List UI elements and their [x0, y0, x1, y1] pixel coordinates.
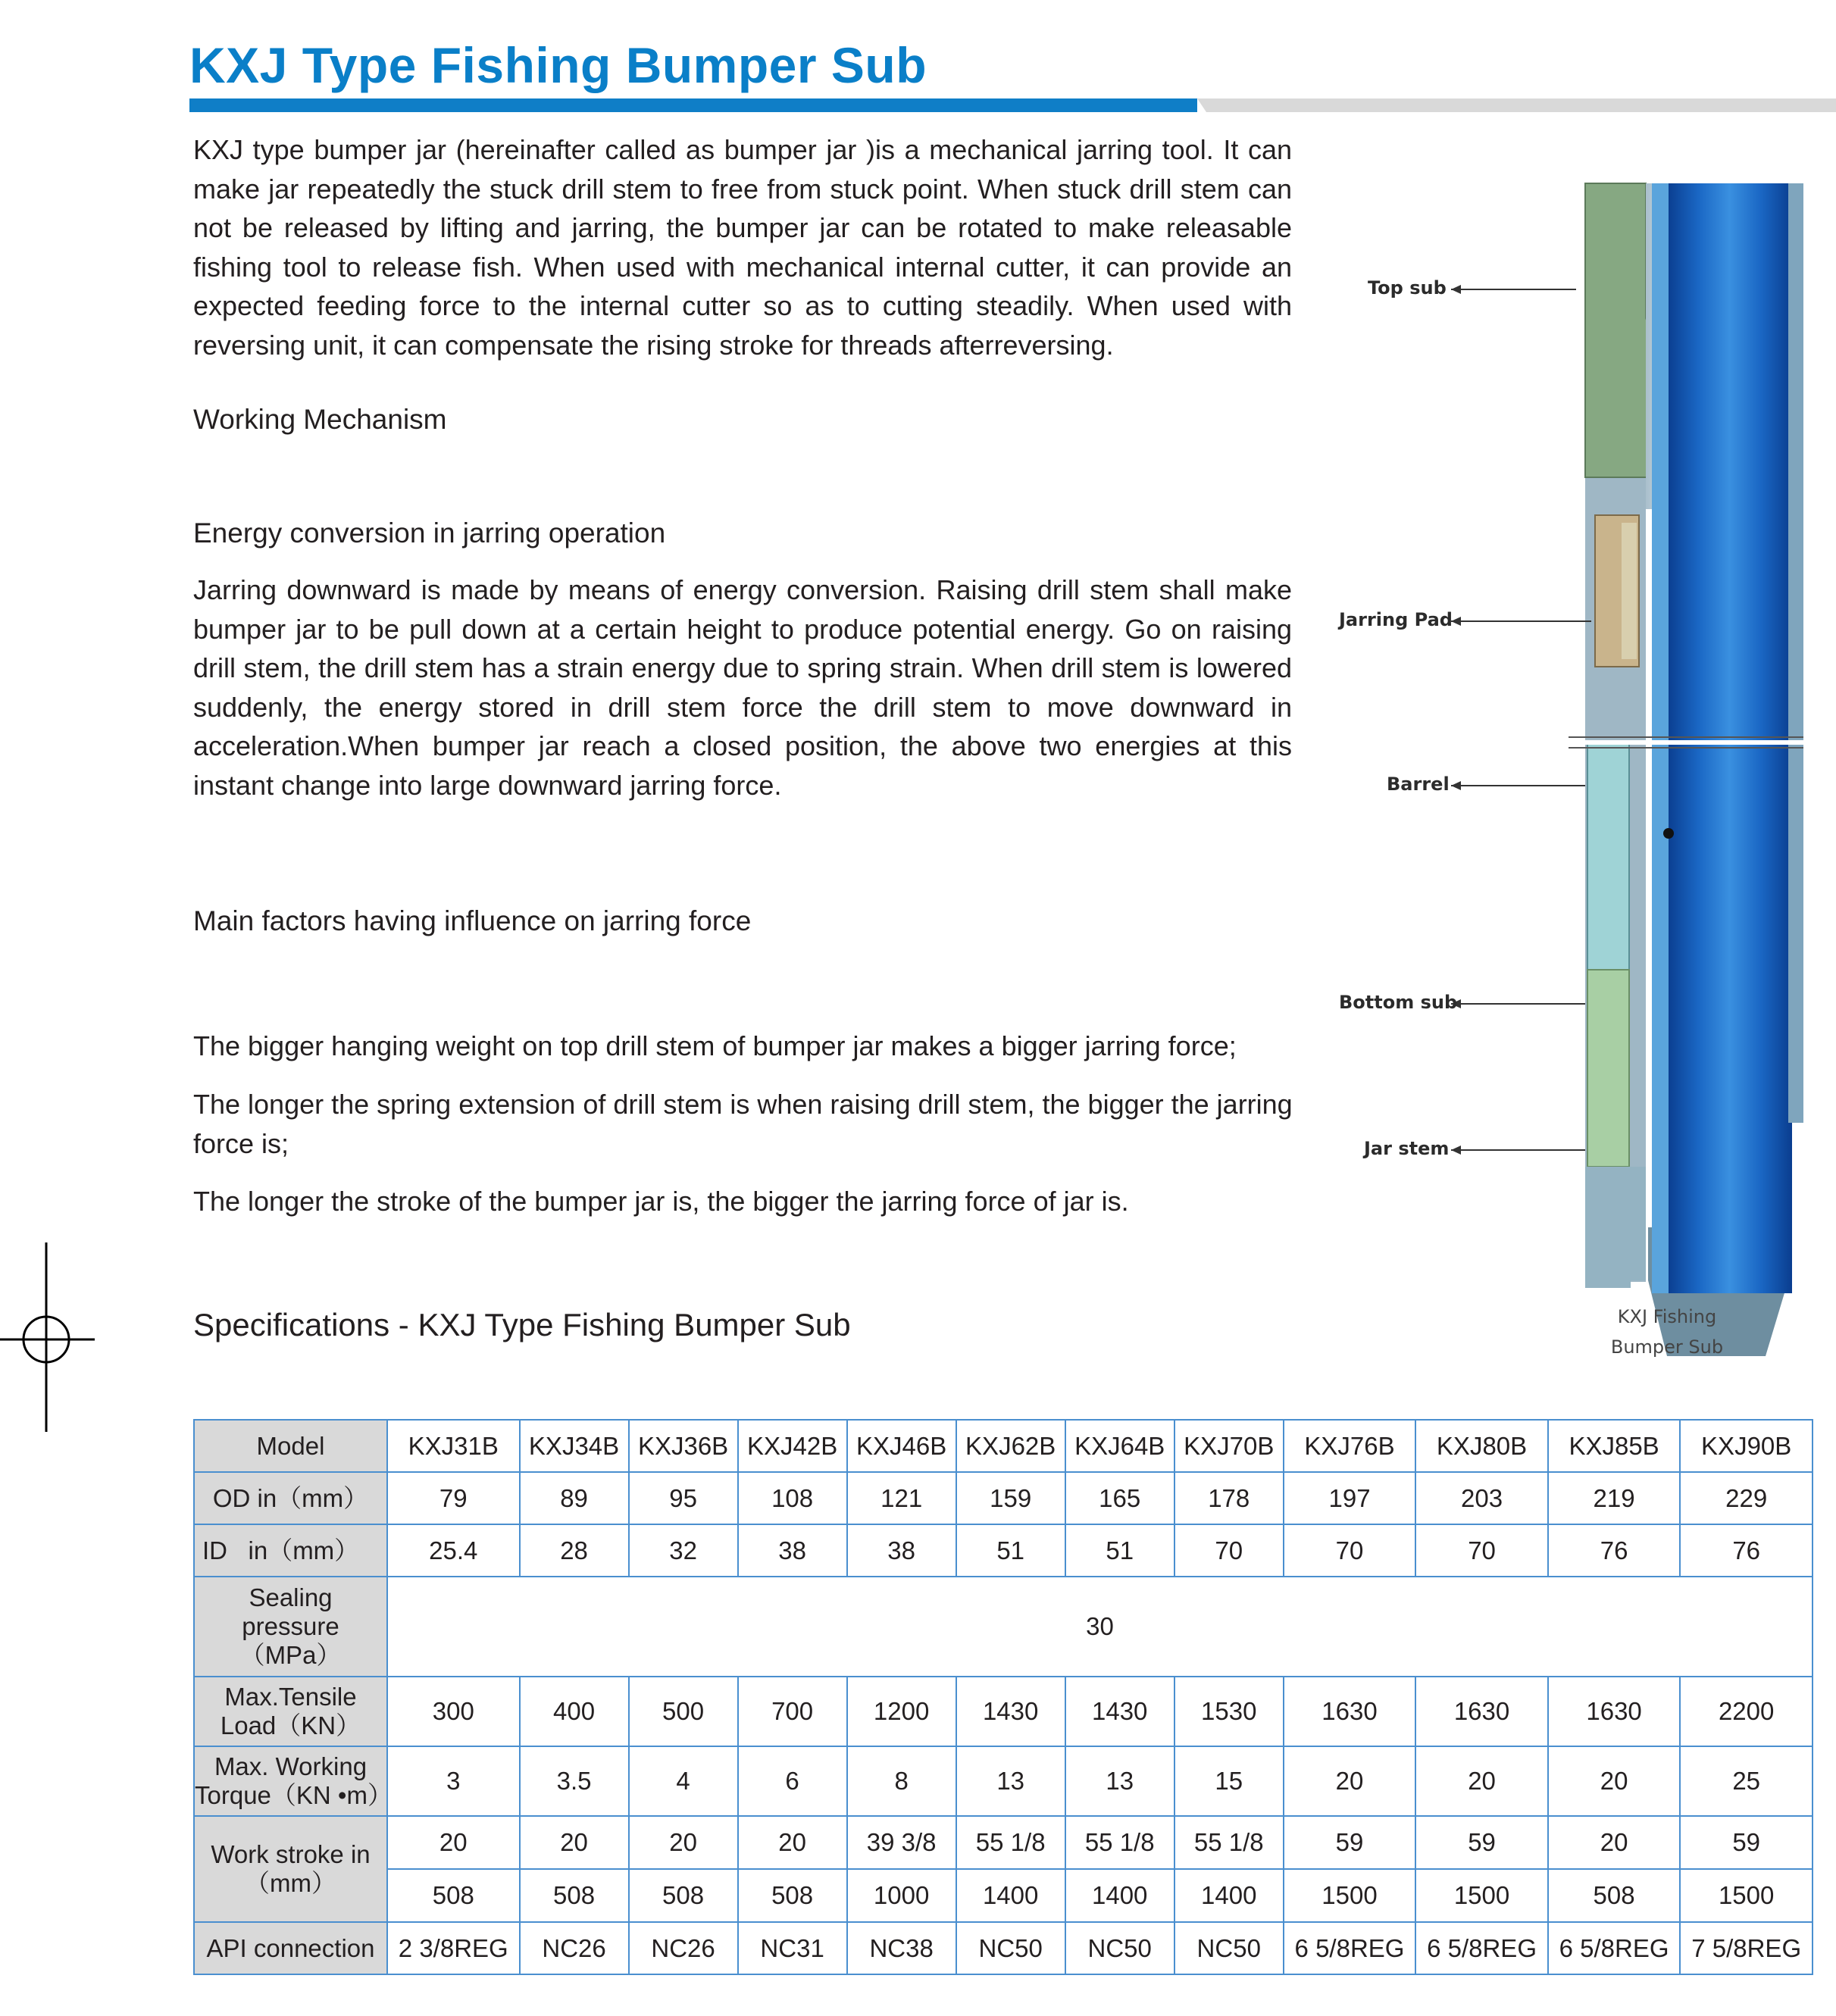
cell: 6	[738, 1746, 847, 1816]
label-line: Load（KN）	[220, 1711, 361, 1739]
factor-item: The bigger hanging weight on top drill stem of bumper jar makes a bigger jarring force;	[193, 1030, 1237, 1061]
cell: 108	[738, 1472, 847, 1524]
cell: 2 3/8REG	[387, 1922, 520, 1974]
cell: NC26	[520, 1922, 629, 1974]
cell: 28	[520, 1524, 629, 1577]
cell: KXJ34B	[520, 1420, 629, 1472]
cell: 1630	[1415, 1677, 1548, 1746]
cell: 51	[956, 1524, 1065, 1577]
cell: 1630	[1284, 1677, 1416, 1746]
caption-line: KXJ Fishing	[1617, 1306, 1717, 1327]
cell: 1500	[1680, 1869, 1813, 1922]
cell: 13	[1065, 1746, 1174, 1816]
cell: 20	[1284, 1746, 1416, 1816]
cell: 3.5	[520, 1746, 629, 1816]
row-stroke-in	[194, 1816, 1813, 1869]
figure-caption	[1591, 1302, 1743, 1362]
row-stroke-mm	[194, 1869, 1813, 1922]
cell: 1530	[1174, 1677, 1284, 1746]
cell: KXJ36B	[629, 1420, 738, 1472]
factors-heading: Main factors having influence on jarring force	[193, 905, 752, 936]
cell: 159	[956, 1472, 1065, 1524]
cell: 55 1/8	[1065, 1816, 1174, 1869]
spec-table	[193, 1419, 1813, 1975]
cell: 95	[629, 1472, 738, 1524]
cell: 79	[387, 1472, 520, 1524]
cell: 700	[738, 1677, 847, 1746]
cell: 51	[1065, 1524, 1174, 1577]
cell: KXJ31B	[387, 1420, 520, 1472]
cell: 1400	[956, 1869, 1065, 1922]
cell: 2200	[1680, 1677, 1813, 1746]
cell: 229	[1680, 1472, 1813, 1524]
row-label: OD in（mm）	[194, 1472, 387, 1524]
label-line: Work stroke in	[211, 1840, 371, 1868]
row-od	[194, 1472, 1813, 1524]
cell: 59	[1415, 1816, 1548, 1869]
bumper-sub-diagram	[1318, 167, 1836, 1379]
cell: 1400	[1065, 1869, 1174, 1922]
cell: 20	[629, 1816, 738, 1869]
title-underline-grey	[1197, 98, 1836, 112]
cell: 508	[520, 1869, 629, 1922]
cell: 20	[387, 1816, 520, 1869]
cell: 197	[1284, 1472, 1416, 1524]
cell: 1400	[1174, 1869, 1284, 1922]
label-jarring-pad: Jarring Pad	[1339, 609, 1453, 630]
cell: NC38	[847, 1922, 956, 1974]
row-label: Model	[194, 1420, 387, 1472]
label-bottom-sub: Bottom sub	[1339, 992, 1458, 1013]
row-sealing	[194, 1577, 1813, 1677]
cell: 20	[1548, 1816, 1681, 1869]
cell: 89	[520, 1472, 629, 1524]
cell: 1200	[847, 1677, 956, 1746]
title-underline-blue	[189, 98, 1197, 112]
cell: 70	[1174, 1524, 1284, 1577]
cell: 203	[1415, 1472, 1548, 1524]
row-model	[194, 1420, 1813, 1472]
cell: 6 5/8REG	[1415, 1922, 1548, 1974]
cell: 1000	[847, 1869, 956, 1922]
cell: 508	[629, 1869, 738, 1922]
label-line: （MPa）	[239, 1641, 342, 1669]
cell: 20	[520, 1816, 629, 1869]
label-line: （mm）	[245, 1869, 336, 1897]
cell: 1500	[1284, 1869, 1416, 1922]
cell: KXJ76B	[1284, 1420, 1416, 1472]
cell: 500	[629, 1677, 738, 1746]
row-label	[194, 1677, 387, 1746]
cell: KXJ85B	[1548, 1420, 1681, 1472]
label-line: Max. Working	[214, 1752, 368, 1780]
cell: 20	[1548, 1746, 1681, 1816]
cell: 76	[1680, 1524, 1813, 1577]
row-label	[194, 1816, 387, 1922]
cell: NC50	[1065, 1922, 1174, 1974]
cell: KXJ46B	[847, 1420, 956, 1472]
cell: 6 5/8REG	[1284, 1922, 1416, 1974]
cell: 70	[1284, 1524, 1416, 1577]
label-line: Sealing	[249, 1583, 333, 1611]
crosshair-mark-icon	[0, 1242, 99, 1439]
cell: 3	[387, 1746, 520, 1816]
row-label	[194, 1577, 387, 1677]
factor-item: The longer the spring extension of drill stem is when raising drill stem, the bigger the jarring force is;	[193, 1089, 1293, 1159]
cell: 508	[738, 1869, 847, 1922]
row-label: API connection	[194, 1922, 387, 1974]
cell: 13	[956, 1746, 1065, 1816]
cell: 25.4	[387, 1524, 520, 1577]
cell: NC50	[956, 1922, 1065, 1974]
cell: NC31	[738, 1922, 847, 1974]
cell: 7 5/8REG	[1680, 1922, 1813, 1974]
cell: 1430	[1065, 1677, 1174, 1746]
cell: 59	[1284, 1816, 1416, 1869]
label-jar-stem: Jar stem	[1364, 1138, 1450, 1159]
label-line: Max.Tensile	[224, 1683, 357, 1711]
cell: 55 1/8	[956, 1816, 1065, 1869]
cell: 8	[847, 1746, 956, 1816]
row-torque	[194, 1746, 1813, 1816]
label-barrel: Barrel	[1387, 774, 1450, 795]
cell: 38	[738, 1524, 847, 1577]
cell: 25	[1680, 1746, 1813, 1816]
page-title: KXJ Type Fishing Bumper Sub	[189, 37, 927, 93]
row-label: ID in（mm）	[194, 1524, 387, 1577]
cell: KXJ64B	[1065, 1420, 1174, 1472]
cell: 32	[629, 1524, 738, 1577]
row-label	[194, 1746, 393, 1816]
cell: 15	[1174, 1746, 1284, 1816]
cell: 178	[1174, 1472, 1284, 1524]
caption-line: Bumper Sub	[1610, 1336, 1724, 1358]
cell: 76	[1548, 1524, 1681, 1577]
cell: 20	[1415, 1746, 1548, 1816]
cell: KXJ70B	[1174, 1420, 1284, 1472]
factor-item: The longer the stroke of the bumper jar is, the bigger the jarring force of jar is.	[193, 1186, 1129, 1217]
cell: 300	[387, 1677, 520, 1746]
cell: NC26	[629, 1922, 738, 1974]
cell: 20	[738, 1816, 847, 1869]
cell: KXJ80B	[1415, 1420, 1548, 1472]
cell: 59	[1680, 1816, 1813, 1869]
cell: 4	[629, 1746, 738, 1816]
cell: 39 3/8	[847, 1816, 956, 1869]
row-tensile	[194, 1677, 1813, 1746]
row-id	[194, 1524, 1813, 1577]
label-line: Torque（KN •m）	[195, 1781, 393, 1809]
cell: 55 1/8	[1174, 1816, 1284, 1869]
row-api	[194, 1922, 1813, 1974]
cell: 1430	[956, 1677, 1065, 1746]
cell: KXJ42B	[738, 1420, 847, 1472]
cell: NC50	[1174, 1922, 1284, 1974]
bumper-sub-drawing	[1318, 167, 1836, 1379]
cell: 1630	[1548, 1677, 1681, 1746]
cell: KXJ90B	[1680, 1420, 1813, 1472]
intro-paragraph: KXJ type bumper jar (hereinafter called as bumper jar )is a mechanical jarring tool. It can make jar repeatedly the stuck drill stem to free from stuck point. When stuck drill stem can not be released by lifting and jarring, the bumper jar can be rotated to make releasable fishing tool to release fish. When used with mechanical internal cutter, it can provide an expected feeding force to the internal cutter so as to cutting steadily. When used with reversing unit, it can compensate the rising stroke for threads afterreversing.	[193, 134, 1292, 361]
cell: 508	[387, 1869, 520, 1922]
cell: 165	[1065, 1472, 1174, 1524]
cell: KXJ62B	[956, 1420, 1065, 1472]
cell: 121	[847, 1472, 956, 1524]
cell: 70	[1415, 1524, 1548, 1577]
cell: 6 5/8REG	[1548, 1922, 1681, 1974]
label-line: pressure	[242, 1612, 339, 1640]
cell: 400	[520, 1677, 629, 1746]
energy-heading: Energy conversion in jarring operation	[193, 517, 666, 549]
cell-sealing-pressure: 30	[387, 1577, 1813, 1677]
cell: 508	[1548, 1869, 1681, 1922]
label-top-sub: Top sub	[1368, 277, 1447, 298]
cell: 219	[1548, 1472, 1681, 1524]
energy-paragraph: Jarring downward is made by means of energy conversion. Raising drill stem shall make bumper jar to be pull down at a certain height to produce potential energy. Go on raising drill stem, the drill stem has a strain energy due to spring strain. When drill stem is lowered suddenly, the energy stored in drill stem force the drill stem to move downward in acceleration.When bumper jar reach a closed position, the above two energies at this instant change into large downward jarring force.	[193, 574, 1292, 801]
cell: 1500	[1415, 1869, 1548, 1922]
working-mechanism-heading: Working Mechanism	[193, 404, 447, 435]
spec-title: Specifications - KXJ Type Fishing Bumper Sub	[193, 1307, 851, 1342]
cell: 38	[847, 1524, 956, 1577]
